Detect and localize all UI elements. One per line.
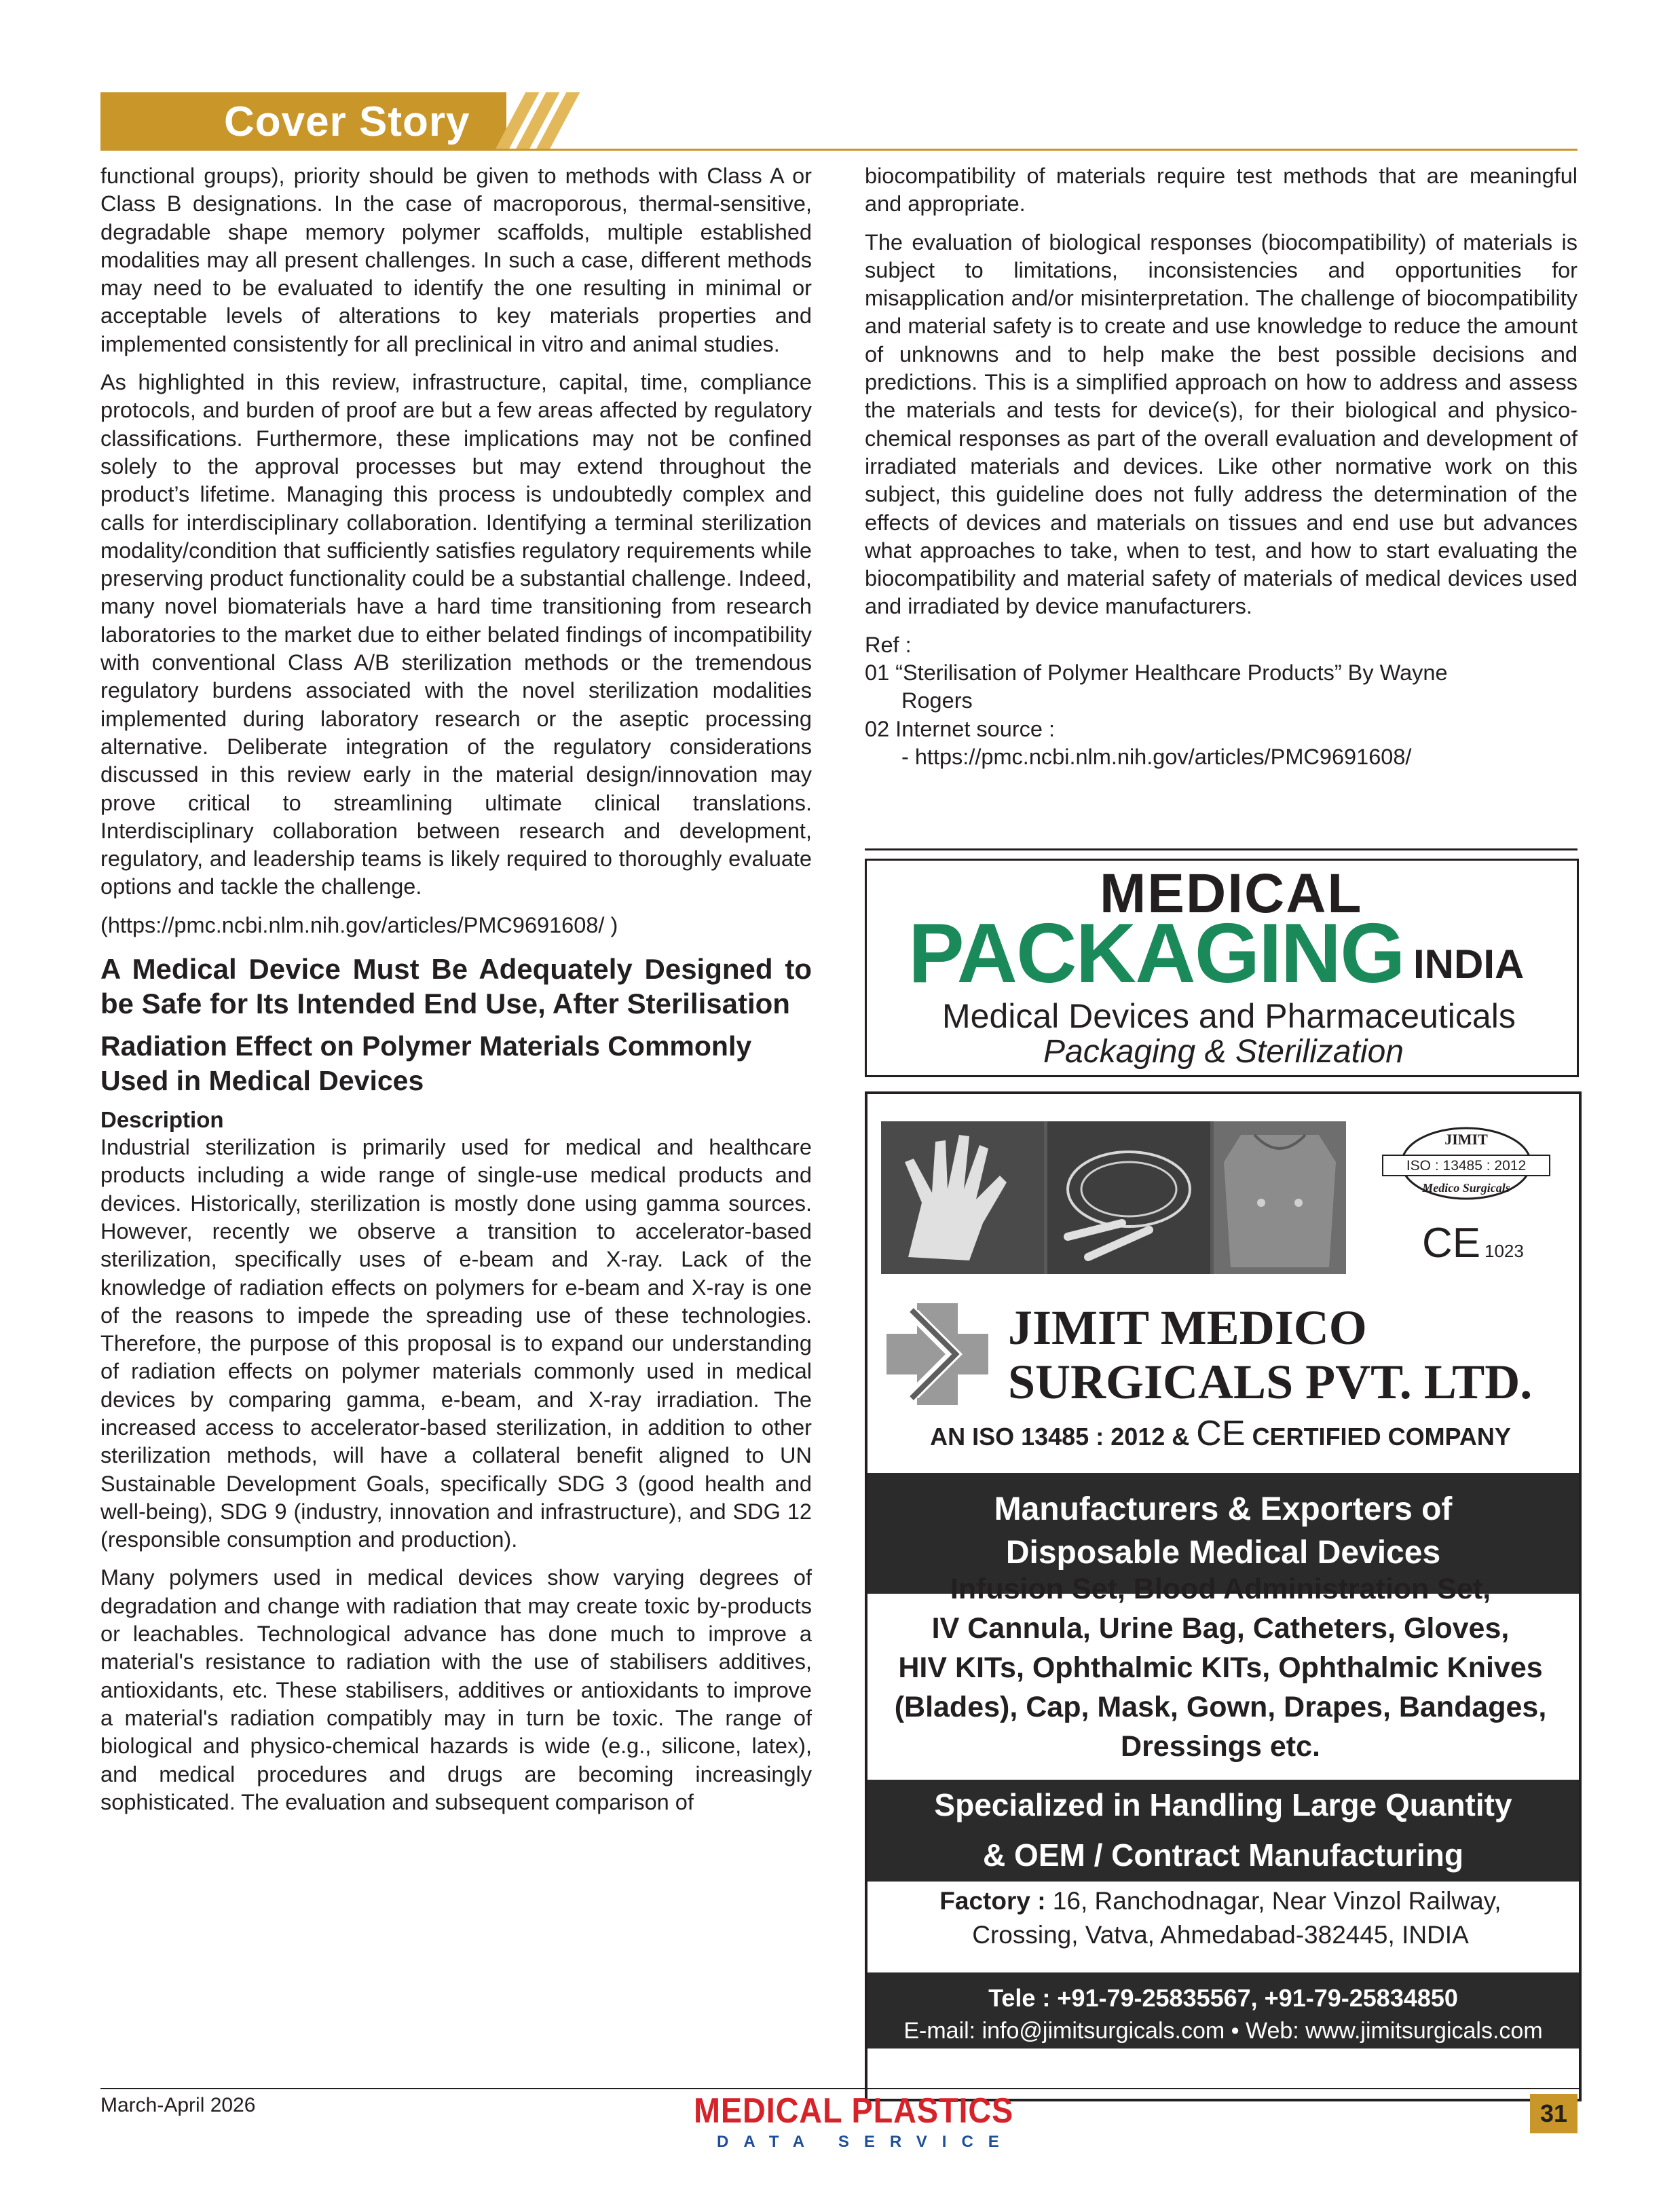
email-web[interactable]: E-mail: info@jimitsurgicals.com • Web: www.jimitsurgicals.com	[903, 2018, 1543, 2044]
tubing-photo	[1047, 1121, 1210, 1274]
gown-photo	[1214, 1121, 1346, 1274]
iso-prefix: AN ISO 13485 : 2012 &	[930, 1423, 1190, 1451]
ce-mark-icon: CE	[1196, 1414, 1246, 1453]
band-text: & OEM / Contract Manufacturing	[983, 1837, 1463, 1873]
references-label: Ref :	[865, 632, 912, 657]
body-paragraph: As highlighted in this review, infrastructure, capital, time, compliance protocols, and burden of proof are but a few areas affected by regulatory classifications. Furthermore, these implications may not be confined solely to the approval processes but may extend throughout the product’s lifetime. Managing this process is undoubtedly complex and calls for interdisciplinary collaboration. Identifying a terminal sterilization modality/condition that sufficiently satisfies regulatory requirements while preserving product functionality could be a substantial challenge. Indeed, many novel biomaterials have a hard time transitioning from research laboratories to the market due to either belated findings of incompatibility with conventional Class A/B sterilization methods or the tremendous regulatory burdens associated with the novel sterilization modalities implemented during laboratory research or the aseptic processing alternative. Deliberate integration of the regulatory considerations discussed in this review early in the material design/innovation may prove critical to streamlining ultimate clinical translations. Interdisciplinary collaboration between research and development, regulatory, and leadership teams is likely required to thoroughly evaluate options and tackle the challenge.	[100, 370, 812, 899]
factory-label: Factory :	[939, 1887, 1046, 1915]
packaging-ad-india: INDIA	[1413, 941, 1525, 987]
body-paragraph: Industrial sterilization is primarily used for medical and healthcare products including a wide range of single-use medical products and devices. Historically, sterilization is mostly done using gamma sources. However, recently we observe a transition to accelerator-based sterilization, specifically uses of e-beam and X-ray. Lack of the knowledge of radiation effects on polymers for e-beam and X-ray is one of the reasons to impede the spreading use of these technologies. Therefore, the purpose of this proposal is to expand our understanding of radiation effects on polymer materials commonly used in medical devices by comparing gamma, e-beam, and X-ray irradiation. The increased access to accelerator-based sterilization, in addition to other sterilization methods, will have a collateral benefit aligned to UN Sustainable Development Goals, specifically SDG 3 (good health and well-being), SDG 9 (industry, innovation and infrastructure), and SDG 12 (responsible consumption and production).	[100, 1135, 812, 1552]
header-rule	[100, 149, 1578, 151]
iso-certification-line	[865, 1413, 1576, 1454]
ce-number: 1023	[1485, 1241, 1524, 1261]
publication-logo-sub: DATA SERVICE	[717, 2133, 1014, 2151]
reference-item-cont: Rogers	[901, 688, 973, 713]
reference-item: 02 Internet source :	[865, 716, 1056, 741]
product-line: (Blades), Cap, Mask, Gown, Drapes, Bandages,	[894, 1691, 1547, 1723]
body-paragraph: functional groups), priority should be given to methods with Class A or Class B designations. In the case of macroporous, thermal-sensitive, degradable shape memory polymer scaffolds, multiple established modalities may all present challenges. In such a case, different methods may need to be evaluated to identify the one resulting in minimal or acceptable levels of alterations to key materials properties and implemented consistently for all preclinical in vitro and animal studies.	[100, 164, 812, 356]
left-column	[100, 162, 812, 1827]
specialization-band	[867, 1780, 1579, 1882]
band-text: Manufacturers & Exporters of	[994, 1491, 1453, 1527]
description-heading: Description	[100, 1107, 224, 1133]
factory-address-line: Crossing, Vatva, Ahmedabad-382445, INDIA	[972, 1921, 1469, 1949]
product-line: HIV KITs, Ophthalmic KITs, Ophthalmic Knives	[898, 1651, 1543, 1684]
reference-link[interactable]: - https://pmc.ncbi.nlm.nih.gov/articles/PMC9691608/	[901, 744, 1412, 769]
glove-photo	[881, 1121, 1044, 1274]
footer-rule	[100, 2088, 1579, 2089]
column-rule	[865, 848, 1578, 850]
telephone[interactable]: Tele : +91-79-25835567, +91-79-25834850	[988, 1984, 1458, 2012]
reference-item: 01 “Sterilisation of Polymer Healthcare Products” By Wayne	[865, 660, 1448, 686]
packaging-ad-subtitle: Medical Devices and Pharmaceuticals	[942, 997, 1516, 1035]
band-text: Disposable Medical Devices	[1005, 1535, 1441, 1571]
product-line: Dressings etc.	[1121, 1730, 1320, 1763]
seal-top-text: JIMIT	[1444, 1131, 1488, 1148]
company-name-line1: JIMIT MEDICO	[1008, 1301, 1367, 1355]
product-photo-strip	[881, 1121, 1346, 1274]
right-column	[865, 162, 1578, 771]
page-number: 31	[1530, 2094, 1578, 2133]
product-list	[865, 1569, 1576, 1766]
packaging-ad-tagline: Packaging & Sterilization	[1043, 1034, 1404, 1070]
source-citation: (https://pmc.ncbi.nlm.nih.gov/articles/PMC9691608/ )	[100, 912, 618, 937]
section-title: Cover Story	[224, 98, 470, 145]
company-name-line2: SURGICALS PVT. LTD.	[1008, 1355, 1533, 1409]
article-heading: A Medical Device Must Be Adequately Designed to be Safe for Its Intended End Use, After Sterilisation	[100, 953, 812, 1020]
factory-address	[865, 1884, 1576, 1952]
packaging-ad-packaging: PACKAGING	[908, 907, 1404, 1000]
body-paragraph: Many polymers used in medical devices show varying degrees of degradation and change with radiation that may create toxic by-products or leachables. Technological advance has done much to improve a material's resistance to radiation with the use of stabilisers additives, antioxidants, etc. These stabilisers, additives or antioxidants to improve a material's radiation compatibly may in turn be toxic. The range of biological and physico-chemical hazards is wide (e.g., silicone, latex), and medical procedures and drugs are becoming increasingly sophisticated. The evaluation and subsequent comparison of	[100, 1565, 812, 1814]
ce-mark-icon: CE	[1422, 1220, 1481, 1267]
band-text: Specialized in Handling Large Quantity	[934, 1787, 1512, 1822]
contact-band	[867, 1972, 1579, 2048]
article-subheading: Radiation Effect on Polymer Materials Commonly Used in Medical Devices	[100, 1030, 752, 1097]
publication-logo: MEDICAL PLASTICS	[694, 2091, 1014, 2131]
body-paragraph: The evaluation of biological responses (biocompatibility) of materials is subject to limitations, inconsistencies and opportunities for misapplication and/or misinterpretation. The challenge of biocompatibility and material safety is to create and use knowledge to reduce the amount of unknowns and to help make the best possible decisions and predictions. This is a simplified approach on how to address and assess the materials and tests for device(s), for their biological and physico-chemical responses as part of the overall evaluation and development of irradiated materials and devices. Like other normative work on this subject, this guideline does not fully address the determination of the effects of devices and materials on tissues and end use but advances what approaches to take, when to test, and how to start evaluating the biocompatibility and material safety of materials of medical devices used and irradiated by device manufacturers.	[865, 229, 1578, 619]
product-line: Infusion Set, Blood Administration Set,	[950, 1573, 1491, 1605]
certification-seal	[1375, 1121, 1558, 1284]
body-paragraph: biocompatibility of materials require test methods that are meaningful and appropriate.	[865, 164, 1578, 217]
jimit-logo-icon	[881, 1296, 996, 1412]
iso-suffix: CERTIFIED COMPANY	[1252, 1423, 1511, 1451]
factory-address-line: 16, Ranchodnagar, Near Vinzol Railway,	[1045, 1887, 1501, 1915]
seal-bottom-text: Medico Surgicals	[1422, 1181, 1510, 1195]
packaging-ad-medical: MEDICAL	[1100, 863, 1363, 924]
product-line: IV Cannula, Urine Bag, Catheters, Gloves,	[931, 1612, 1510, 1645]
seal-iso-text: ISO : 13485 : 2012	[1406, 1158, 1527, 1174]
issue-date: March-April 2026	[100, 2094, 256, 2116]
